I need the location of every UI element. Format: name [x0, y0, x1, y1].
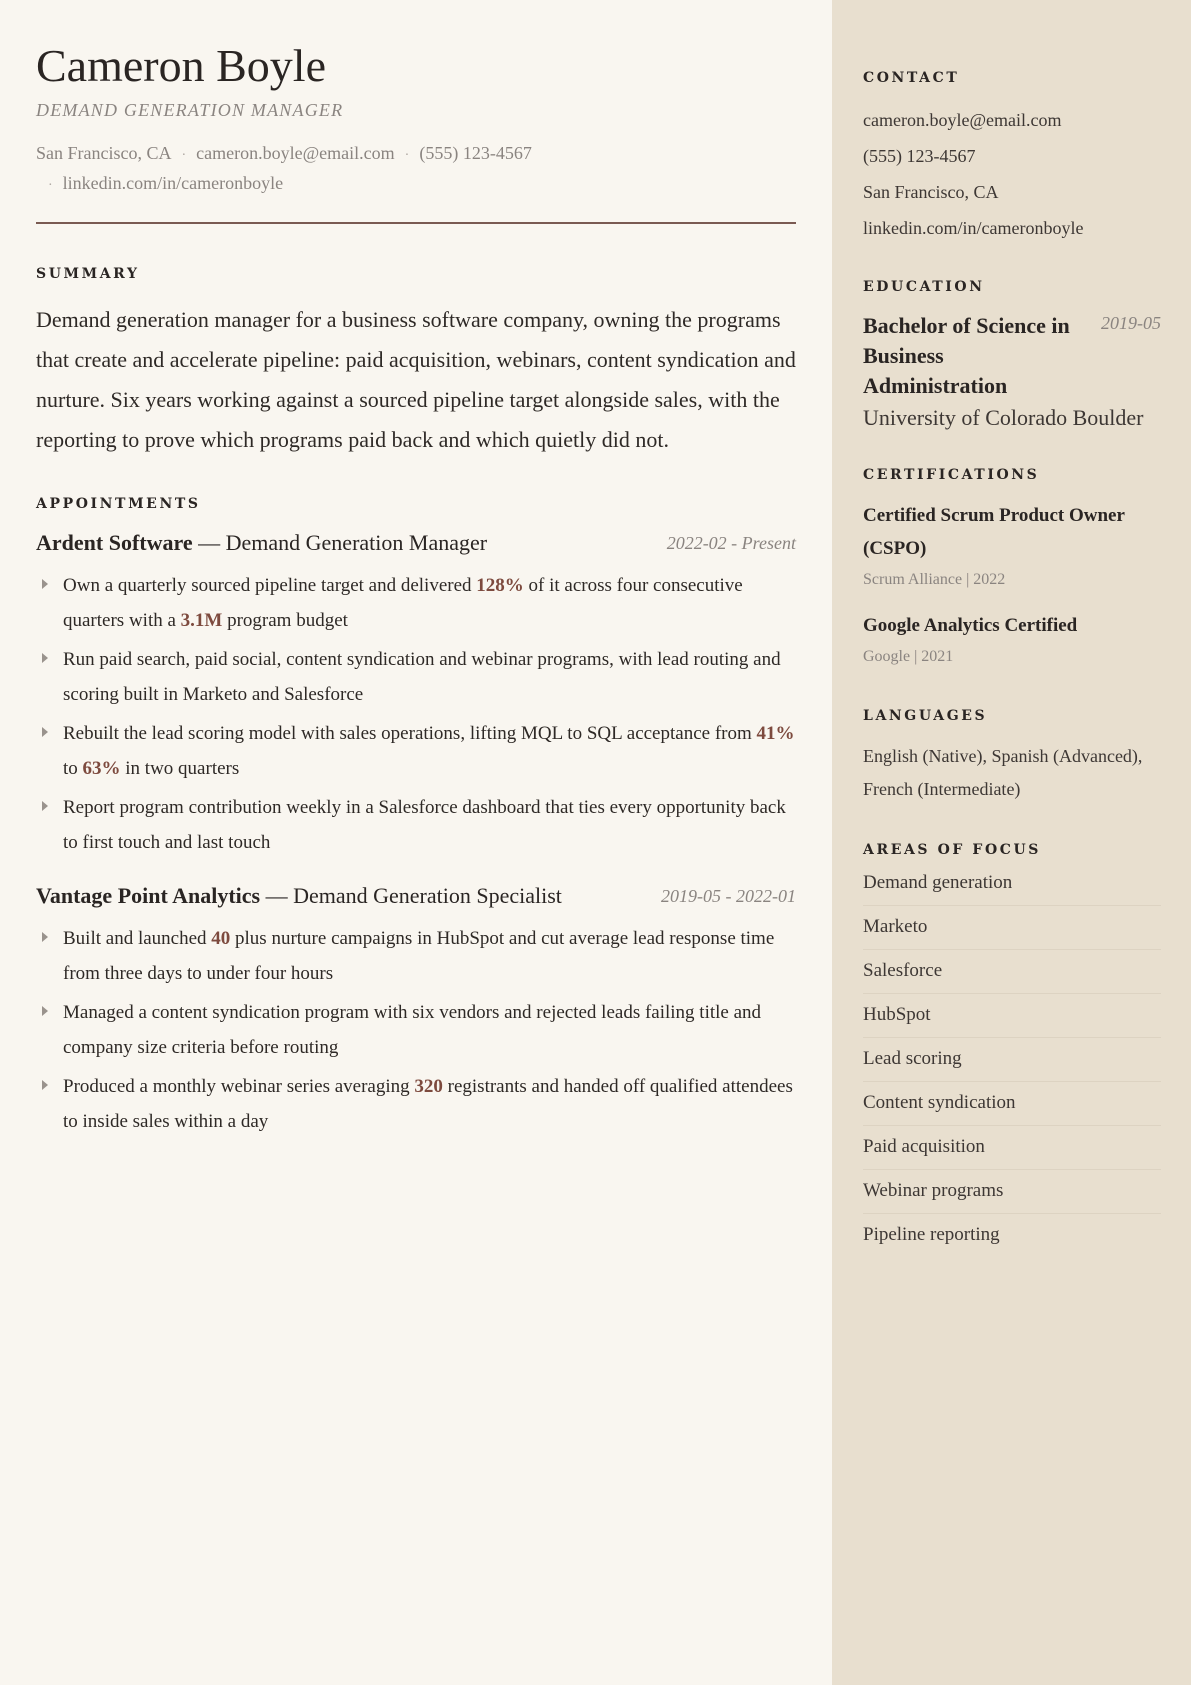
certification-name: Certified Scrum Product Owner (CSPO) [863, 505, 1125, 559]
focus-list [863, 862, 1161, 1257]
certifications-heading: CERTIFICATIONS [863, 467, 1040, 483]
bullet-metric: 63% [82, 758, 121, 779]
contact-phone: (555) 123-4567 [863, 146, 976, 166]
job-role: Demand Generation Manager [225, 530, 488, 555]
summary-heading: SUMMARY [36, 266, 140, 282]
focus-item: Marketo [863, 906, 1161, 950]
sidebar [832, 0, 1191, 1685]
bullet-text: Report program contribution weekly in a Salesforce dashboard that ties every opportunity back to first touch and last touch [63, 797, 786, 853]
job-dash: — [265, 883, 288, 908]
certification-meta: Google | 2021 [863, 648, 954, 665]
contact-section [863, 70, 1161, 246]
contact-line [36, 143, 532, 164]
job-bullet [36, 995, 796, 1065]
focus-item: Lead scoring [863, 1038, 1161, 1082]
job-role: Demand Generation Specialist [293, 883, 562, 908]
separator-dot: · [181, 148, 187, 163]
separator-dot: · [404, 148, 410, 163]
appointments-heading: APPOINTMENTS [36, 496, 201, 512]
bullet-triangle-icon [42, 653, 48, 663]
focus-item: Pipeline reporting [863, 1224, 1000, 1245]
focus-item: Webinar programs [863, 1170, 1161, 1214]
education-degree: Bachelor of Science in Business Administration [863, 313, 1070, 398]
job-header [36, 530, 796, 556]
contact-email[interactable]: cameron.boyle@email.com [863, 110, 1062, 130]
bullet-metric: 3.1M [180, 610, 223, 631]
header-divider [36, 222, 796, 224]
focus-item: Paid acquisition [863, 1126, 1161, 1170]
candidate-title: DEMAND GENERATION MANAGER [36, 100, 344, 120]
bullet-text: of it across four consecutive quarters with a [63, 575, 743, 631]
job-company: Vantage Point Analytics [36, 883, 261, 908]
bullet-metric: 128% [476, 575, 524, 596]
certification-meta: Scrum Alliance | 2022 [863, 571, 1006, 588]
job-dash: — [198, 530, 221, 555]
summary-text: Demand generation manager for a business software company, owning the programs that create and accelerate pipeline: paid acquisition, webinars, content syndication and nurture. Six years working against a sourced pipeline target alongside sales, with the reporting to prove which programs paid back and which quietly did not. [36, 307, 796, 452]
certification-entry [863, 609, 1161, 666]
languages-heading: LANGUAGES [863, 708, 988, 724]
bullet-text: to [63, 758, 83, 779]
job-dates: 2019-05 - 2022-01 [661, 886, 796, 906]
job-bullet [36, 642, 796, 712]
bullet-text: Own a quarterly sourced pipeline target and delivered [63, 575, 477, 596]
bullet-text: in two quarters [120, 758, 240, 779]
bullet-text: Managed a content syndication program with six vendors and rejected leads failing title and company size criteria before routing [63, 1002, 762, 1058]
job-bullet [36, 790, 796, 860]
job-bullet [36, 716, 796, 786]
education-school: University of Colorado Boulder [863, 405, 1144, 430]
bullet-triangle-icon [42, 932, 48, 942]
bullet-text: registrants and handed off qualified attendees to inside sales within a day [63, 1076, 793, 1132]
job-bullet [36, 1069, 796, 1139]
education-date: 2019-05 [1101, 313, 1161, 333]
bullet-text: Built and launched [63, 928, 212, 949]
header-linkedin[interactable]: linkedin.com/in/cameronboyle [62, 173, 284, 193]
bullet-text: Rebuilt the lead scoring model with sales operations, lifting MQL to SQL acceptance from [63, 723, 757, 744]
focus-item: Demand generation [863, 862, 1161, 906]
focus-heading: AREAS OF FOCUS [863, 842, 1042, 858]
education-section [863, 279, 1161, 431]
job-header [36, 883, 796, 909]
bullet-triangle-icon [42, 579, 48, 589]
languages-section [863, 708, 1161, 806]
job-dates: 2022-02 - Present [666, 533, 796, 553]
focus-section [863, 842, 1161, 1257]
focus-item: HubSpot [863, 994, 1161, 1038]
bullet-triangle-icon [42, 727, 48, 737]
separator-dot: · [48, 178, 53, 193]
certification-name: Google Analytics Certified [863, 615, 1078, 636]
contact-location: San Francisco, CA [863, 182, 999, 202]
header-phone: (555) 123-4567 [419, 143, 532, 163]
candidate-name: Cameron Boyle [36, 40, 326, 91]
certifications-section [863, 467, 1161, 666]
job-company: Ardent Software [36, 530, 193, 555]
certification-entry [863, 499, 1161, 589]
bullet-text: program budget [222, 610, 348, 631]
bullet-text: plus nurture campaigns in HubSpot and cut average lead response time from three days to under four hours [63, 928, 775, 984]
bullet-text: Produced a monthly webinar series averaging [63, 1076, 415, 1097]
bullet-triangle-icon [42, 801, 48, 811]
contact-line-2 [48, 173, 283, 194]
contact-heading: CONTACT [863, 70, 960, 86]
job-bullets [36, 921, 796, 1143]
education-entry [863, 311, 1161, 401]
bullet-text: Run paid search, paid social, content syndication and webinar programs, with lead routing and scoring built in Marketo and Salesforce [63, 649, 781, 705]
bullet-triangle-icon [42, 1006, 48, 1016]
header-email[interactable]: cameron.boyle@email.com [196, 143, 395, 163]
bullet-metric: 320 [414, 1076, 443, 1097]
job-bullets [36, 568, 796, 864]
focus-item: Salesforce [863, 950, 1161, 994]
focus-item: Content syndication [863, 1082, 1161, 1126]
header-location: San Francisco, CA [36, 143, 172, 163]
education-heading: EDUCATION [863, 279, 985, 295]
bullet-metric: 41% [756, 723, 795, 744]
bullet-metric: 40 [211, 928, 231, 949]
job-bullet [36, 568, 796, 638]
contact-linkedin[interactable]: linkedin.com/in/cameronboyle [863, 218, 1084, 238]
languages-text: English (Native), Spanish (Advanced), French (Intermediate) [863, 746, 1143, 799]
job-bullet [36, 921, 796, 991]
bullet-triangle-icon [42, 1080, 48, 1090]
